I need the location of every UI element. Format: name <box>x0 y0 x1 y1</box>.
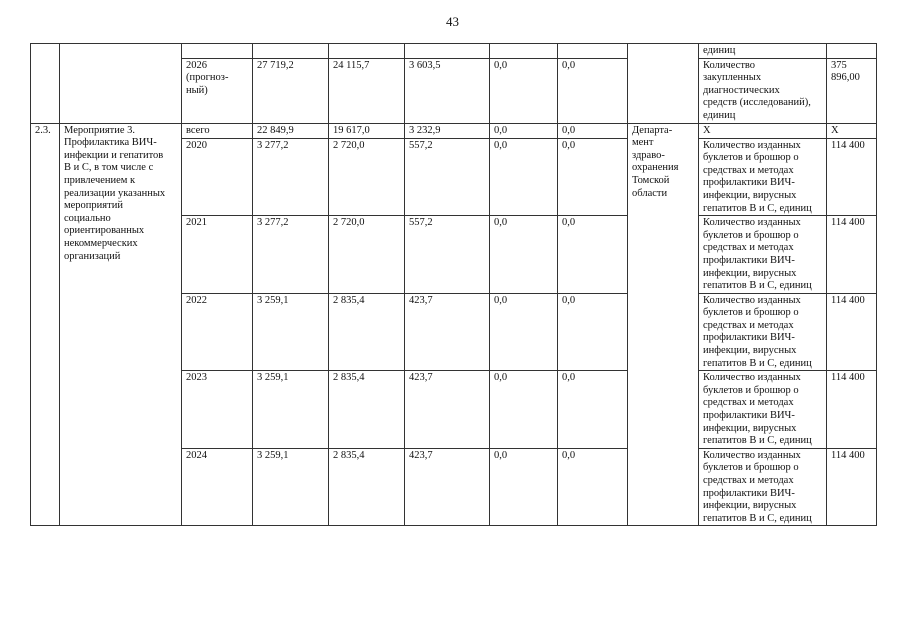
program-table <box>30 43 877 526</box>
indicator-cell: Количество изданных буклетов и брошюр о средствах и методах профилактики ВИЧ- инфекции, вирусных гепатитов В и С, единиц <box>699 216 827 294</box>
federal-cell: 2 720,0 <box>329 216 405 294</box>
total-cell: 22 849,9 <box>253 123 329 138</box>
extra-cell: 0,0 <box>558 123 628 138</box>
local-cell: 0,0 <box>490 58 558 123</box>
year-cell: 2022 <box>182 293 253 371</box>
extra-cell: 0,0 <box>558 138 628 216</box>
empty-cell <box>405 44 490 59</box>
year-cell: 2020 <box>182 138 253 216</box>
federal-cell: 2 835,4 <box>329 293 405 371</box>
local-cell: 0,0 <box>490 123 558 138</box>
regional-cell: 423,7 <box>405 371 490 449</box>
regional-cell: 557,2 <box>405 138 490 216</box>
local-cell: 0,0 <box>490 138 558 216</box>
table-row <box>31 123 877 138</box>
local-cell: 0,0 <box>490 371 558 449</box>
regional-cell: 3 603,5 <box>405 58 490 123</box>
regional-cell: 3 232,9 <box>405 123 490 138</box>
empty-cell <box>558 44 628 59</box>
year-cell: 2023 <box>182 371 253 449</box>
indicator-cell: Количество изданных буклетов и брошюр о средствах и методах профилактики ВИЧ- инфекции, вирусных гепатитов В и С, единиц <box>699 448 827 526</box>
local-cell: 0,0 <box>490 448 558 526</box>
empty-cell <box>628 44 699 124</box>
extra-cell: 0,0 <box>558 58 628 123</box>
total-cell: 3 259,1 <box>253 293 329 371</box>
executor-cell: Департа- мент здраво- охранения Томской области <box>628 123 699 526</box>
extra-cell: 0,0 <box>558 371 628 449</box>
regional-cell: 423,7 <box>405 293 490 371</box>
value-cell: 114 400 <box>827 216 877 294</box>
year-cell: 2026 (прогноз- ный) <box>182 58 253 123</box>
value-cell: Х <box>827 123 877 138</box>
empty-cell <box>31 44 60 124</box>
federal-cell: 2 720,0 <box>329 138 405 216</box>
total-cell: 27 719,2 <box>253 58 329 123</box>
value-cell: 114 400 <box>827 138 877 216</box>
value-cell: 114 400 <box>827 448 877 526</box>
extra-cell: 0,0 <box>558 448 628 526</box>
federal-cell: 19 617,0 <box>329 123 405 138</box>
regional-cell: 423,7 <box>405 448 490 526</box>
total-cell: 3 277,2 <box>253 138 329 216</box>
page-number: 43 <box>446 14 459 29</box>
value-cell: 114 400 <box>827 293 877 371</box>
empty-cell <box>329 44 405 59</box>
indicator-cell: Х <box>699 123 827 138</box>
indicator-cell: Количество изданных буклетов и брошюр о средствах и методах профилактики ВИЧ- инфекции, вирусных гепатитов В и С, единиц <box>699 371 827 449</box>
federal-cell: 2 835,4 <box>329 448 405 526</box>
local-cell: 0,0 <box>490 216 558 294</box>
indicator-cell: Количество закупленных диагностических средств (исследований), единиц <box>699 58 827 123</box>
total-cell: 3 259,1 <box>253 371 329 449</box>
federal-cell: 2 835,4 <box>329 371 405 449</box>
total-cell: 3 259,1 <box>253 448 329 526</box>
empty-cell <box>182 44 253 59</box>
empty-cell <box>253 44 329 59</box>
year-cell: 2021 <box>182 216 253 294</box>
indicator-cell: единиц <box>699 44 827 59</box>
empty-cell <box>60 44 182 124</box>
federal-cell: 24 115,7 <box>329 58 405 123</box>
year-cell: 2024 <box>182 448 253 526</box>
measure-number-cell: 2.3. <box>31 123 60 526</box>
value-cell <box>827 44 877 59</box>
extra-cell: 0,0 <box>558 293 628 371</box>
indicator-cell: Количество изданных буклетов и брошюр о средствах и методах профилактики ВИЧ- инфекции, вирусных гепатитов В и С, единиц <box>699 293 827 371</box>
value-cell: 114 400 <box>827 371 877 449</box>
empty-cell <box>490 44 558 59</box>
table-row <box>31 44 877 59</box>
year-cell: всего <box>182 123 253 138</box>
measure-name-cell: Мероприятие 3. Профилактика ВИЧ- инфекции и гепатитов В и С, в том числе с привлечением к реализации указанных мероприятий социально ориентированных некоммерческих организаций <box>60 123 182 526</box>
extra-cell: 0,0 <box>558 216 628 294</box>
regional-cell: 557,2 <box>405 216 490 294</box>
local-cell: 0,0 <box>490 293 558 371</box>
total-cell: 3 277,2 <box>253 216 329 294</box>
value-cell: 375 896,00 <box>827 58 877 123</box>
indicator-cell: Количество изданных буклетов и брошюр о средствах и методах профилактики ВИЧ- инфекции, вирусных гепатитов В и С, единиц <box>699 138 827 216</box>
